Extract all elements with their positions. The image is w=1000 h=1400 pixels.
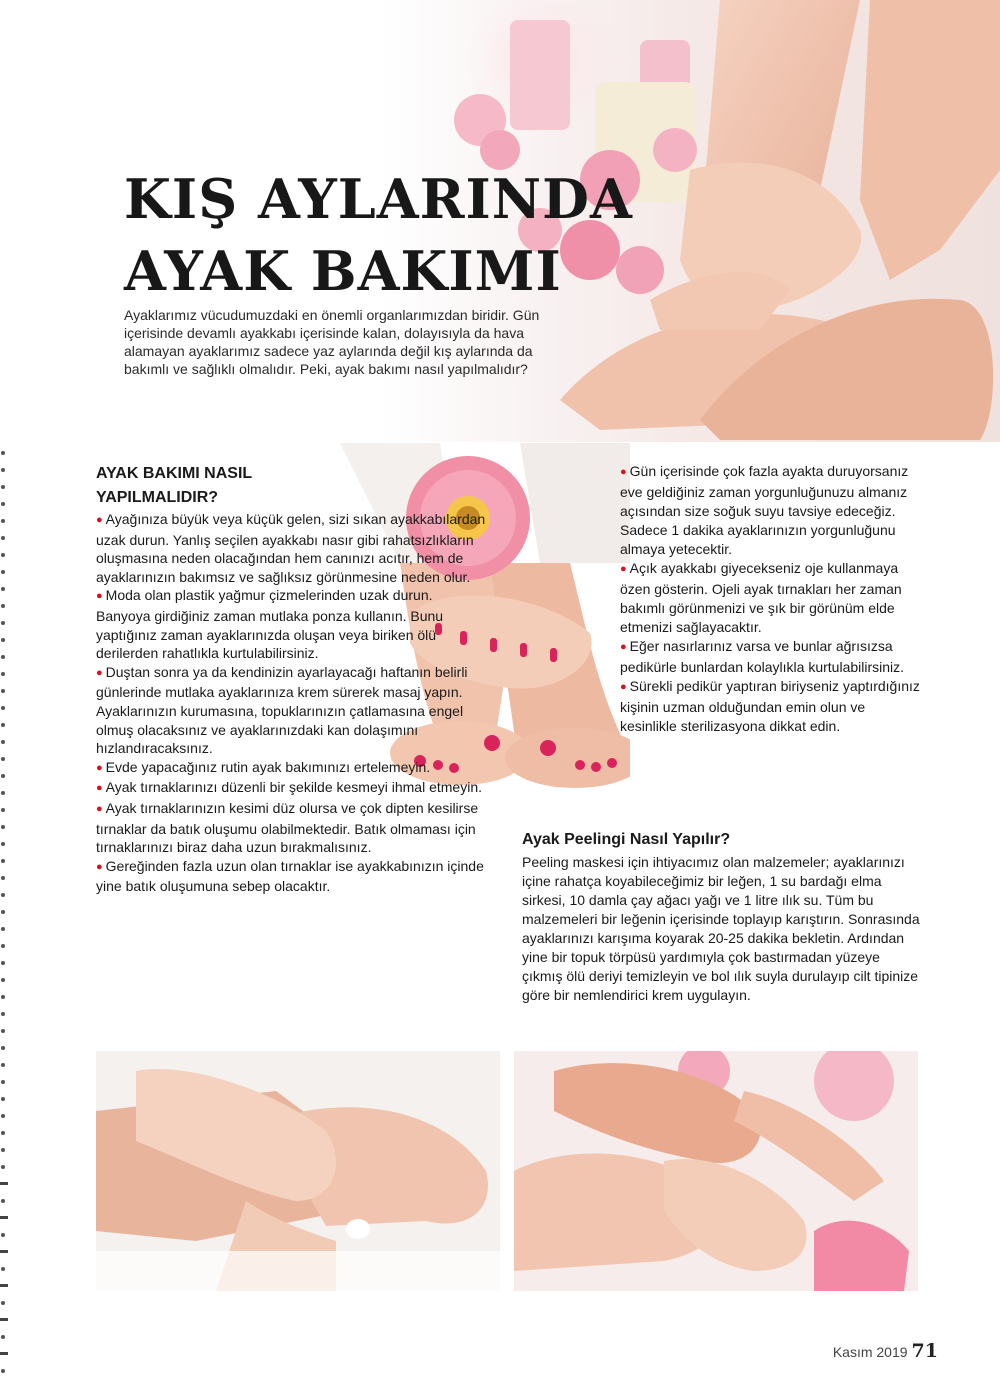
binding-dot bbox=[0, 1250, 8, 1253]
binding-dot bbox=[1, 1335, 5, 1339]
binding-dot bbox=[1, 672, 5, 676]
binding-dot bbox=[1, 1148, 5, 1152]
binding-dot bbox=[1, 1114, 5, 1118]
bullet-icon bbox=[96, 587, 106, 603]
paragraph: ● Açık ayakkabı giyecekseniz oje kullanmaya özen gösterin. Ojeli ayak tırnakları her zaman bakımlı görünmenizi ve şık bir görünüm elde etmenizi sağlayacaktır. bbox=[620, 559, 920, 637]
binding-dot bbox=[1, 978, 5, 982]
binding-dot bbox=[1, 706, 5, 710]
binding-dot bbox=[1, 944, 5, 948]
binding-dot bbox=[1, 961, 5, 965]
page-footer bbox=[833, 1340, 938, 1362]
binding-dot bbox=[1, 502, 5, 506]
binding-dot bbox=[1, 587, 5, 591]
binding-dot bbox=[1, 570, 5, 574]
page-number: 71 bbox=[911, 1340, 938, 1362]
binding-dot bbox=[1, 1029, 5, 1033]
binding-dot bbox=[1, 655, 5, 659]
title-line-2: AYAK BAKIMI bbox=[124, 239, 562, 303]
right-column-text bbox=[620, 462, 920, 736]
bullet-icon bbox=[96, 664, 106, 680]
binding-dot bbox=[0, 1318, 8, 1321]
binding-dot bbox=[1, 638, 5, 642]
binding-dot bbox=[1, 808, 5, 812]
paragraph: ● Ayak tırnaklarınızı düzenli bir şekilde kesmeyi ihmal etmeyin. bbox=[96, 778, 496, 799]
binding-dot bbox=[1, 519, 5, 523]
binding-dot bbox=[1, 1063, 5, 1067]
binding-dot bbox=[0, 1284, 8, 1287]
binding-dot bbox=[1, 1267, 5, 1271]
bullet-icon bbox=[96, 759, 106, 775]
article-title bbox=[124, 163, 633, 307]
binding-dot bbox=[1, 1131, 5, 1135]
binding-dot bbox=[1, 536, 5, 540]
binding-dot bbox=[1, 740, 5, 744]
paragraph: ● Eğer nasırlarınız varsa ve bunlar ağrısızsa pedikürle bunlardan kolaylıkla kurtulabilirsiniz. bbox=[620, 637, 920, 677]
section-heading-peeling: Ayak Peelingi Nasıl Yapılır? bbox=[522, 831, 731, 848]
paragraph: ● Ayağınıza büyük veya küçük gelen, sizi sıkan ayakkabılardan uzak durun. Yanlış seçilen ayakkabı nasır gibi rahatsızlıkların oluşmasına neden olacağından hem canınızı acıtır, hem de ayaklarınızın bakımsız ve sağlıksız görünmesine neden olur. bbox=[96, 510, 496, 586]
bullet-icon bbox=[96, 858, 106, 874]
bullet-icon bbox=[96, 779, 106, 795]
binding-dot bbox=[1, 910, 5, 914]
bullet-icon bbox=[96, 800, 106, 816]
binding-dot bbox=[1, 1046, 5, 1050]
peeling-paragraph: Peeling maskesi için ihtiyacımız olan malzemeler; ayaklarınızı içine rahatça koyabileceğimiz bir leğen, 1 su bardağı elma sirkesi, 10 damla çay ağacı yağı ve 1 litre ılık su. Tüm bu malzemeleri bir leğenin içerisinde toplayıp karıştırın. Sonrasında ayaklarınızı karışıma koyarak 20-25 dakika bekletin. Ardından yine bir topuk törpüsü yardımıyla çok bastırmadan yüzeye çıkmış ölü deriyi temizleyin ve bol ılık suyla durulayıp cilt tipinize göre bir nemlendirici krem uygulayın. bbox=[522, 854, 920, 1003]
binding-dot bbox=[1, 621, 5, 625]
binding-dot bbox=[1, 893, 5, 897]
binding-dot bbox=[1, 604, 5, 608]
binding-dot bbox=[1, 1301, 5, 1305]
paragraph: ● Ayak tırnaklarınızın kesimi düz olursa ve çok dipten kesilirse tırnaklar da batık oluşumu olabilmektedir. Batık olmaması için tırnaklarınızı biraz daha uzun bırakmalısınız. bbox=[96, 799, 496, 857]
binding-dot bbox=[1, 553, 5, 557]
binding-dot bbox=[1, 1369, 5, 1373]
binding-dot bbox=[0, 1216, 8, 1219]
paragraph: ● Sürekli pedikür yaptıran biriyseniz yaptırdığınız kişinin uzman olduğundan emin olun ve kesinlikle sterilizasyona dikkat edin. bbox=[620, 677, 920, 736]
binding-dot bbox=[1, 774, 5, 778]
binding-dot bbox=[1, 1097, 5, 1101]
paragraph: ● Duştan sonra ya da kendinizin ayarlayacağı haftanın belirli günlerinde mutlaka ayaklarınıza krem sürerek masaj yapın. Ayaklarınızın kurumasına, topuklarınızın çatlamasına engel olmuş olacaksınız ve ayaklarınızdaki kan dolaşımını hızlandıracaksınız. bbox=[96, 663, 496, 758]
intro-paragraph: Ayaklarımız vücudumuzdaki en önemli organlarımızdan biridir. Gün içerisinde devamlı ayakkabı içerisinde kalan, dolayısıyla da hava alamayan ayaklarımız sadece yaz aylarında değil kış aylarında da bakımlı ve sağlıklı olmalıdır. Peki, ayak bakımı nasıl yapılmalıdır? bbox=[124, 307, 540, 377]
binding-dot bbox=[1, 842, 5, 846]
binding-dot bbox=[1, 1012, 5, 1016]
binding-dot bbox=[1, 1080, 5, 1084]
binding-dot bbox=[1, 689, 5, 693]
binding-dot bbox=[1, 995, 5, 999]
binding-dot bbox=[1, 485, 5, 489]
bullet-icon bbox=[96, 511, 106, 527]
foot-massage-photo bbox=[514, 1051, 918, 1291]
binding-dot bbox=[1, 876, 5, 880]
binding-dot bbox=[1, 451, 5, 455]
paragraph: ● Evde yapacağınız rutin ayak bakımınızı ertelemeyin. bbox=[96, 758, 496, 779]
paragraph: Banyoya girdiğiniz zaman mutlaka ponza kullanın. Bunu yaptığınız zaman ayaklarınızda oluşan veya biriken ölü derilerden rahatlıkla kurtulabilirsiniz. bbox=[96, 607, 444, 662]
bullet-icon bbox=[620, 638, 630, 654]
binding-dot bbox=[0, 1352, 8, 1355]
issue-date: Kasım 2019 bbox=[832, 1344, 908, 1360]
binding-dot bbox=[1, 468, 5, 472]
binding-dot bbox=[1, 1165, 5, 1169]
binding-dot bbox=[1, 825, 5, 829]
paragraph: ● Gereğinden fazla uzun olan tırnaklar ise ayakkabınızın içinde yine batık oluşumuna sebep olacaktır. bbox=[96, 857, 496, 896]
binding-dot bbox=[0, 1182, 8, 1185]
bullet-icon bbox=[620, 678, 630, 694]
binding-dot bbox=[1, 927, 5, 931]
binding-dot bbox=[1, 757, 5, 761]
section-heading-ayak-bakimi: AYAK BAKIMI NASIL YAPILMALIDIR? bbox=[96, 465, 252, 506]
heel-cream-photo bbox=[96, 1051, 500, 1291]
binding-dot bbox=[1, 723, 5, 727]
bullet-icon bbox=[620, 560, 630, 576]
paragraph: ● Moda olan plastik yağmur çizmelerinden uzak durun. bbox=[96, 586, 496, 607]
binding-dot bbox=[1, 791, 5, 795]
bullet-icon bbox=[620, 463, 630, 479]
paragraph: ● Gün içerisinde çok fazla ayakta duruyorsanız eve geldiğiniz zaman yorgunluğunuzu almanız açısından size soğuk suyu tavsiye edeceğiz. Sadece 1 dakika ayaklarınızın yorgunluğunu almaya yetecektir. bbox=[620, 462, 920, 559]
binding-dot bbox=[1, 1233, 5, 1237]
binding-dot bbox=[1, 859, 5, 863]
left-column-text bbox=[96, 510, 496, 896]
title-line-1: KIŞ AYLARINDA bbox=[124, 167, 633, 231]
binding-dot bbox=[1, 1199, 5, 1203]
